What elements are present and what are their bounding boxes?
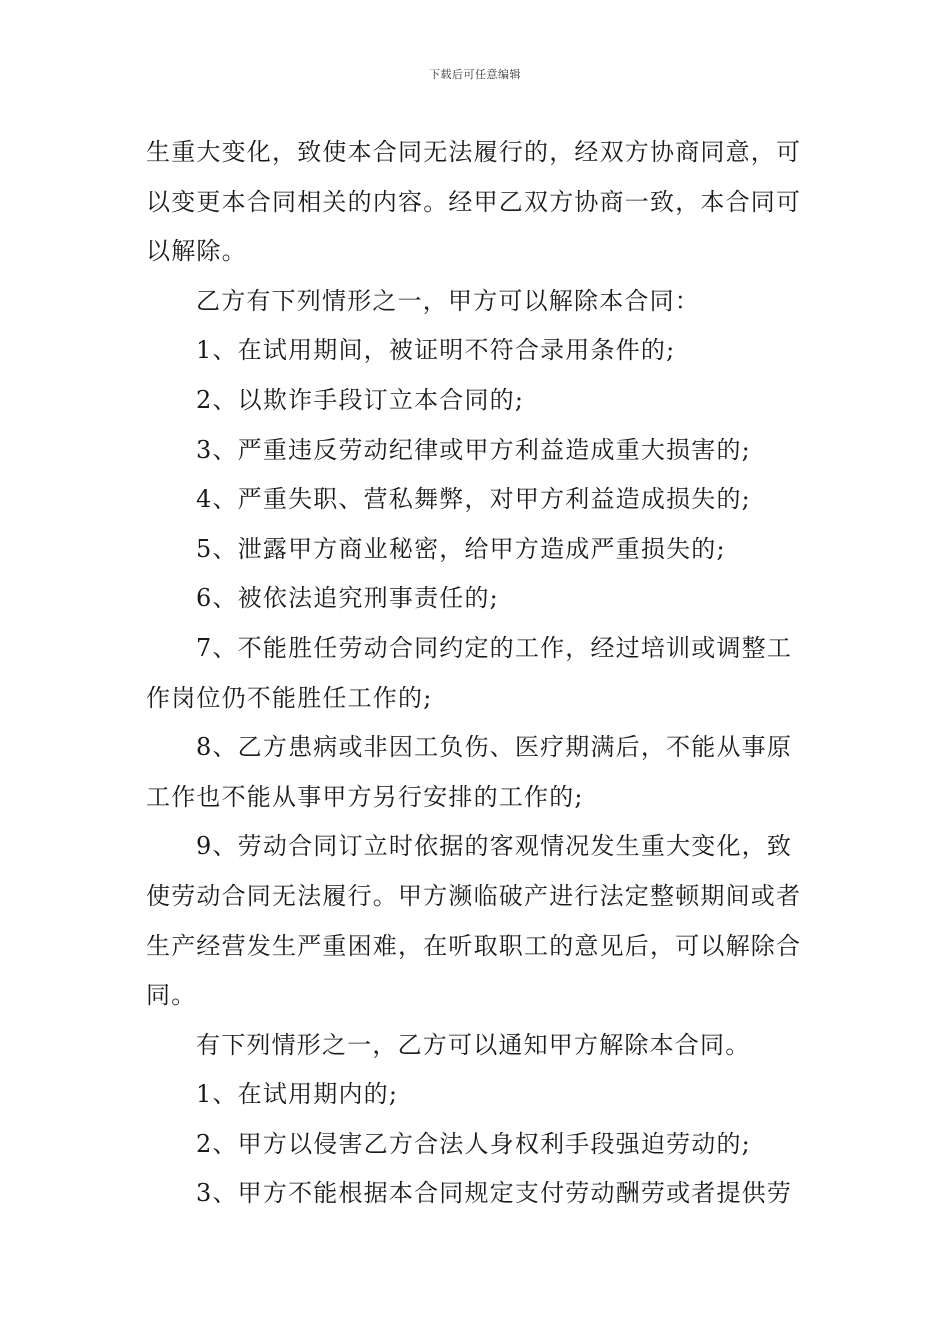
paragraph-13: 2、甲方以侵害乙方合法人身权利手段强迫劳动的; bbox=[196, 1129, 751, 1158]
paragraph-7: 6、被依法追究刑事责任的; bbox=[196, 584, 499, 613]
paragraph-10: 9、劳动合同订立时依据的客观情况发生重大变化，致使劳动合同无法履行。甲方濒临破产进行法定整顿期间或者生产经营发生严重困难，在听取职工的意见后，可以解除合同。 bbox=[146, 832, 802, 1010]
paragraph-2: 1、在试用期间，被证明不符合录用条件的; bbox=[196, 336, 676, 365]
paragraph-14: 3、甲方不能根据本合同规定支付劳动酬劳或者提供劳 bbox=[196, 1179, 793, 1208]
page-header-note: 下载后可任意编辑 bbox=[429, 68, 521, 81]
paragraph-9: 8、乙方患病或非因工负伤、医疗期满后，不能从事原工作也不能从事甲方另行安排的工作的; bbox=[146, 733, 793, 811]
paragraph-1: 乙方有下列情形之一，甲方可以解除本合同： bbox=[196, 286, 700, 315]
document-body bbox=[146, 128, 810, 1219]
paragraph-4: 3、严重违反劳动纪律或甲方利益造成重大损害的; bbox=[196, 435, 751, 464]
paragraph-12: 1、在试用期内的; bbox=[196, 1080, 399, 1109]
paragraph-6: 5、泄露甲方商业秘密，给甲方造成严重损失的; bbox=[196, 534, 726, 563]
paragraph-8: 7、不能胜任劳动合同约定的工作，经过培训或调整工作岗位仍不能胜任工作的; bbox=[146, 633, 793, 712]
paragraph-0: 生重大变化，致使本合同无法履行的，经双方协商同意，可以变更本合同相关的内容。经甲乙双方协商一致，本合同可以解除。 bbox=[146, 138, 802, 266]
paragraph-11: 有下列情形之一，乙方可以通知甲方解除本合同。 bbox=[196, 1030, 751, 1059]
paragraph-5: 4、严重失职、营私舞弊，对甲方利益造成损失的; bbox=[196, 485, 751, 514]
paragraph-3: 2、以欺诈手段订立本合同的; bbox=[196, 385, 525, 414]
